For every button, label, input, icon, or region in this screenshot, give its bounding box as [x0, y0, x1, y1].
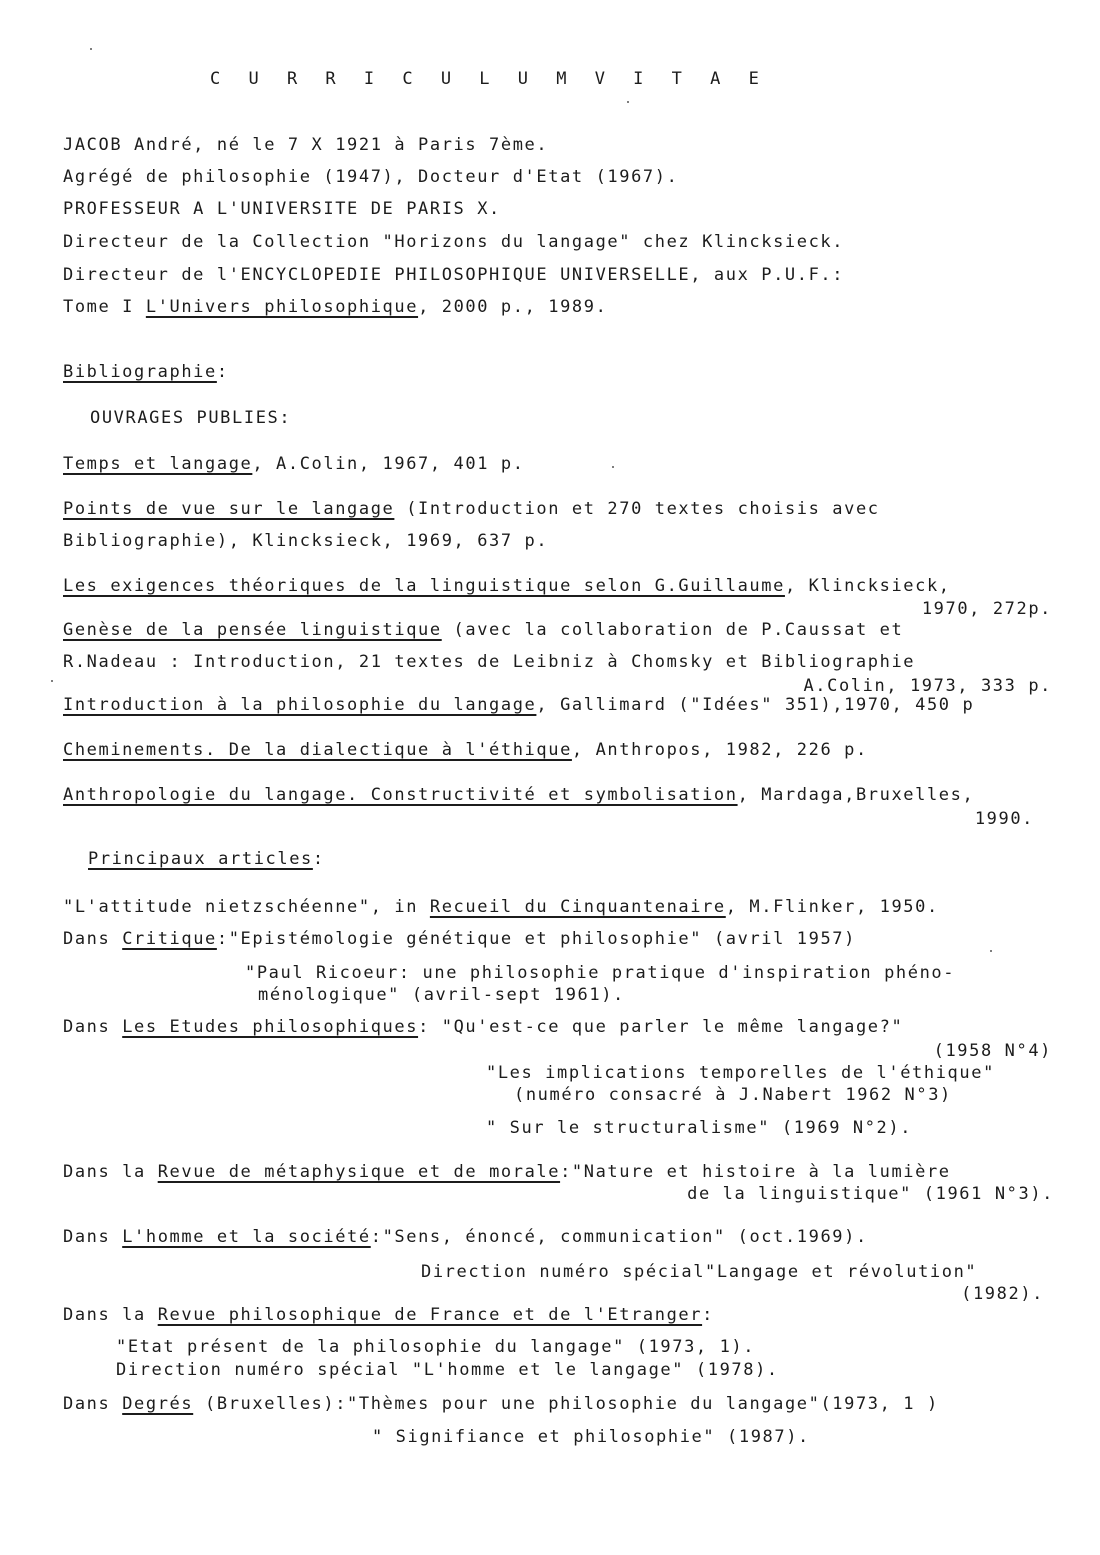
article-continued: Direction numéro spécial "L'homme et le langage" (1978).: [116, 1360, 779, 1380]
tome-prefix: Tome I: [63, 297, 146, 317]
scan-speck: [612, 466, 614, 468]
article-continued: ménologique" (avril-sept 1961).: [258, 985, 625, 1005]
books-heading: OUVRAGES PUBLIES:: [90, 408, 292, 428]
article-suffix: :: [702, 1305, 714, 1325]
work-item: [63, 575, 951, 597]
article-entry: [63, 1016, 903, 1038]
article-continued: " Sur le structuralisme" (1969 N°2).: [486, 1118, 913, 1138]
journal-title: Critique: [122, 929, 217, 949]
article-suffix: : "Qu'est-ce que parler le même langage?": [418, 1017, 904, 1037]
bibliography-heading-text: Bibliographie: [63, 362, 217, 382]
tome-title: L'Univers philosophique: [145, 297, 419, 317]
degrees-line: Agrégé de philosophie (1947), Docteur d'Etat (1967).: [63, 167, 679, 187]
article-right: de la linguistique" (1961 N°3).: [687, 1184, 1054, 1204]
work-details-continued: R.Nadeau : Introduction, 21 textes de Leibniz à Chomsky et Bibliographie: [63, 652, 916, 672]
article-entry: [63, 1161, 951, 1183]
work-details: , Gallimard ("Idées" 351),1970, 450 p: [536, 695, 975, 715]
article-continued: "Paul Ricoeur: une philosophie pratique d'inspiration phéno-: [245, 963, 956, 983]
article-continued: " Signifiance et philosophie" (1987).: [372, 1427, 810, 1447]
work-item: [63, 453, 525, 475]
articles-heading-colon: :: [312, 849, 325, 869]
article-suffix: :"Epistémologie génétique et philosophie" (avril 1957): [216, 929, 856, 949]
article-suffix: :"Nature et histoire à la lumière: [560, 1162, 951, 1182]
work-details-right: A.Colin, 1973, 333 p.: [803, 676, 1052, 696]
tome-suffix: , 2000 p., 1989.: [418, 297, 608, 317]
work-title: Genèse de la pensée linguistique: [63, 620, 442, 640]
article-prefix: Dans: [63, 929, 123, 949]
work-item: [63, 619, 903, 641]
work-title: Introduction à la philosophie du langage: [63, 695, 537, 715]
article-continued: "Etat présent de la philosophie du langage" (1973, 1).: [116, 1337, 756, 1357]
page-title: C U R R I C U L U M V I T A E: [210, 69, 768, 89]
journal-title: L'homme et la société: [122, 1227, 371, 1247]
work-details: , A.Colin, 1967, 401 p.: [252, 454, 525, 474]
article-entry: [63, 1304, 714, 1326]
articles-heading: [88, 848, 325, 870]
work-item: [63, 784, 974, 806]
article-prefix: Dans: [63, 1017, 123, 1037]
article-prefix: Dans la: [63, 1305, 158, 1325]
article-suffix: (Bruxelles):"Thèmes pour une philosophie du langage"(1973, 1 ): [193, 1394, 939, 1414]
bibliography-heading: [63, 361, 229, 383]
article-right: (1982).: [961, 1284, 1044, 1304]
work-details: (Introduction et 270 textes choisis avec: [394, 499, 880, 519]
articles-heading-text: Principaux articles: [88, 849, 313, 869]
article-entry: [63, 896, 939, 918]
work-details: , Klincksieck,: [784, 576, 951, 596]
work-title: Anthropologie du langage. Constructivité et symbolisation: [63, 785, 738, 805]
work-details: (avec la collaboration de P.Caussat et: [441, 620, 904, 640]
identity-line: JACOB André, né le 7 X 1921 à Paris 7ème.: [63, 135, 549, 155]
work-details: , Mardaga,Bruxelles,: [737, 785, 975, 805]
article-continued: (numéro consacré à J.Nabert 1962 N°3): [514, 1085, 952, 1105]
work-item: [63, 498, 880, 520]
article-suffix: , M.Flinker, 1950.: [725, 897, 939, 917]
work-item: [63, 739, 868, 761]
tome-line: [63, 296, 607, 318]
work-title: Les exigences théoriques de la linguistique selon G.Guillaume: [63, 576, 785, 596]
work-title: Temps et langage: [63, 454, 253, 474]
article-entry: [63, 928, 856, 950]
article-continued: "Les implications temporelles de l'éthique": [486, 1063, 995, 1083]
article-right: (1958 N°4): [933, 1041, 1052, 1061]
encyclopedia-line: Directeur de l'ENCYCLOPEDIE PHILOSOPHIQUE UNIVERSELLE, aux P.U.F.:: [63, 265, 845, 285]
work-details: , Anthropos, 1982, 226 p.: [571, 740, 868, 760]
journal-title: Revue de métaphysique et de morale: [157, 1162, 561, 1182]
article-prefix: Dans la: [63, 1162, 158, 1182]
journal-title: Degrés: [122, 1394, 194, 1414]
work-details-continued: Bibliographie), Klincksieck, 1969, 637 p.: [63, 531, 549, 551]
scan-speck: [90, 48, 92, 50]
article-prefix: Dans: [63, 1227, 123, 1247]
article-entry: [63, 1226, 868, 1248]
journal-title: Recueil du Cinquantenaire: [429, 897, 726, 917]
collection-line: Directeur de la Collection "Horizons du langage" chez Klincksieck.: [63, 232, 845, 252]
article-prefix: Dans: [63, 1394, 123, 1414]
work-details-right: 1970, 272p.: [921, 599, 1052, 619]
scan-speck: [627, 101, 629, 103]
article-continued: Direction numéro spécial"Langage et révolution": [421, 1262, 978, 1282]
scan-speck: [990, 950, 992, 952]
article-prefix: "L'attitude nietzschéenne", in: [63, 897, 430, 917]
work-title: Points de vue sur le langage: [63, 499, 395, 519]
work-item: [63, 694, 974, 716]
article-suffix: :"Sens, énoncé, communication" (oct.1969).: [370, 1227, 868, 1247]
journal-title: Les Etudes philosophiques: [122, 1017, 419, 1037]
journal-title: Revue philosophique de France et de l'Etranger: [157, 1305, 703, 1325]
bibliography-heading-colon: :: [216, 362, 229, 382]
position-line: PROFESSEUR A L'UNIVERSITE DE PARIS X.: [63, 199, 501, 219]
scan-speck: [51, 680, 53, 682]
article-entry: [63, 1393, 939, 1415]
work-title: Cheminements. De la dialectique à l'éthique: [63, 740, 572, 760]
work-details-right: 1990.: [974, 809, 1034, 829]
